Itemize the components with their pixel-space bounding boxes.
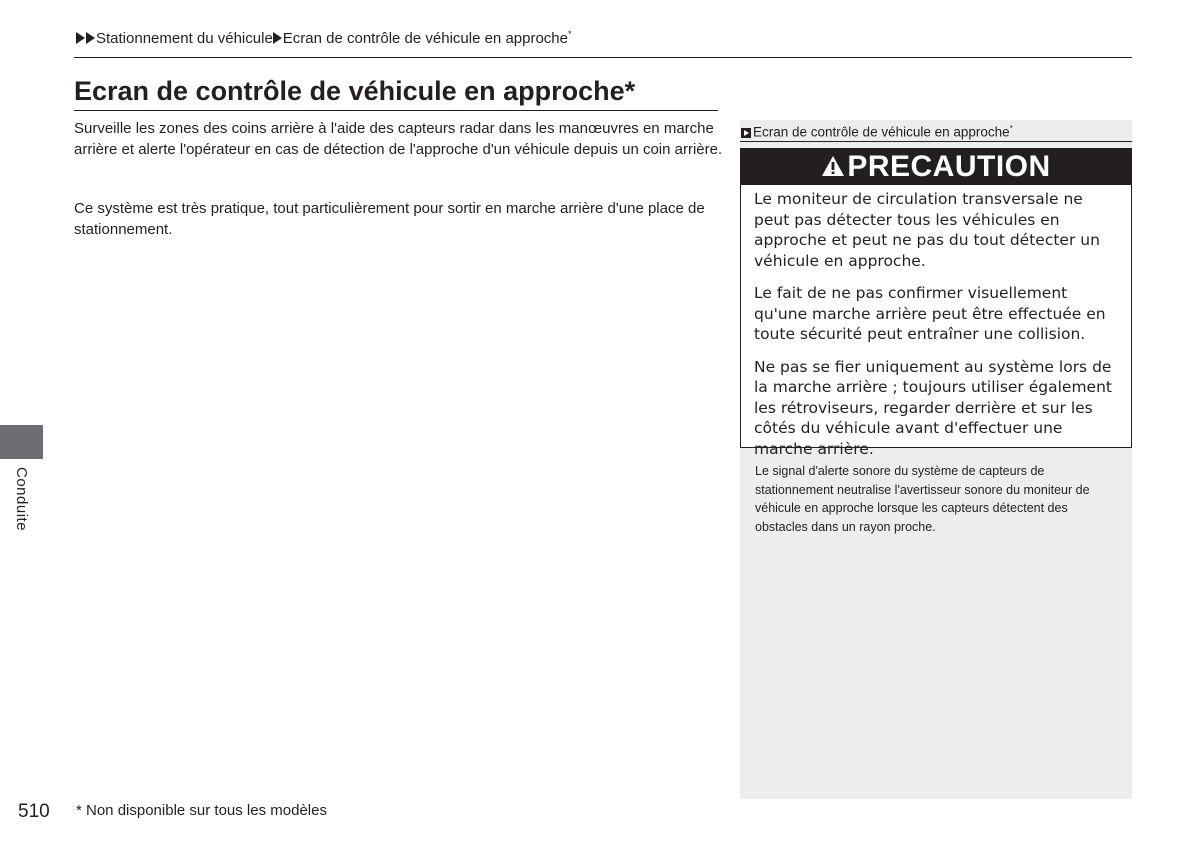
breadcrumb-arrow-icon <box>86 32 95 44</box>
breadcrumb-arrow-icon <box>76 32 85 44</box>
breadcrumb-item-parking[interactable]: Stationnement du véhicule <box>96 30 273 47</box>
precaution-paragraph-3: Ne pas se fier uniquement au système lors de la marche arrière ; toujours utiliser également les rétroviseurs, regarder derrière et sur les côtés du véhicule avant d'effectuer une marche arrière. <box>754 357 1112 458</box>
body-paragraph-1: Surveille les zones des coins arrière à l'aide des capteurs radar dans les manœuvres en marche arrière et alerte l'opérateur en cas de détection de l'approche d'un véhicule depuis un coin arrière. <box>74 120 723 158</box>
page-title <box>74 74 635 108</box>
sidebar-note: Le signal d'alerte sonore du système de capteurs de stationnement neutralise l'avertisseur sonore du moniteur de véhicule en approche lorsque les capteurs détectent des obstacles dans un rayon proche. <box>755 464 1090 534</box>
precaution-paragraph-1: Le moniteur de circulation transversale ne peut pas détecter tous les véhicules en approche et peut ne pas du tout détecter un véhicule en approche. <box>754 190 1100 270</box>
precaution-header <box>741 149 1131 185</box>
breadcrumb-asterisk: * <box>568 29 572 39</box>
precaution-box <box>740 148 1132 458</box>
page-number: 510 <box>18 801 50 822</box>
reference-arrow-icon <box>741 128 751 138</box>
breadcrumb-item-current: Ecran de contrôle de véhicule en approche <box>282 30 568 47</box>
warning-triangle-icon <box>821 155 845 177</box>
chapter-tab[interactable] <box>0 425 43 459</box>
page-title-text: Ecran de contrôle de véhicule en approche <box>74 76 625 106</box>
body-paragraph-2: Ce système est très pratique, tout particulièrement pour sortir en marche arrière d'une place de stationnement. <box>74 200 705 238</box>
header-divider <box>74 57 1132 58</box>
sidebar-reference-divider <box>740 141 1132 142</box>
title-divider <box>74 110 718 111</box>
sidebar-reference-title: Ecran de contrôle de véhicule en approche <box>753 124 1010 140</box>
page-title-asterisk: * <box>624 76 636 106</box>
chapter-tab-label: Conduite <box>13 467 30 532</box>
breadcrumb <box>76 24 572 49</box>
precaution-body <box>754 189 1122 471</box>
sidebar-reference-asterisk: * <box>1009 124 1013 133</box>
precaution-paragraph-2: Le fait de ne pas confirmer visuellement qu'une marche arrière peut être effectuée en toute sécurité peut entraîner une collision. <box>754 284 1106 343</box>
sidebar-reference[interactable] <box>741 120 1131 142</box>
breadcrumb-arrow-icon <box>273 32 282 44</box>
precaution-heading: PRECAUTION <box>847 150 1051 183</box>
footnote: * Non disponible sur tous les modèles <box>76 802 327 819</box>
